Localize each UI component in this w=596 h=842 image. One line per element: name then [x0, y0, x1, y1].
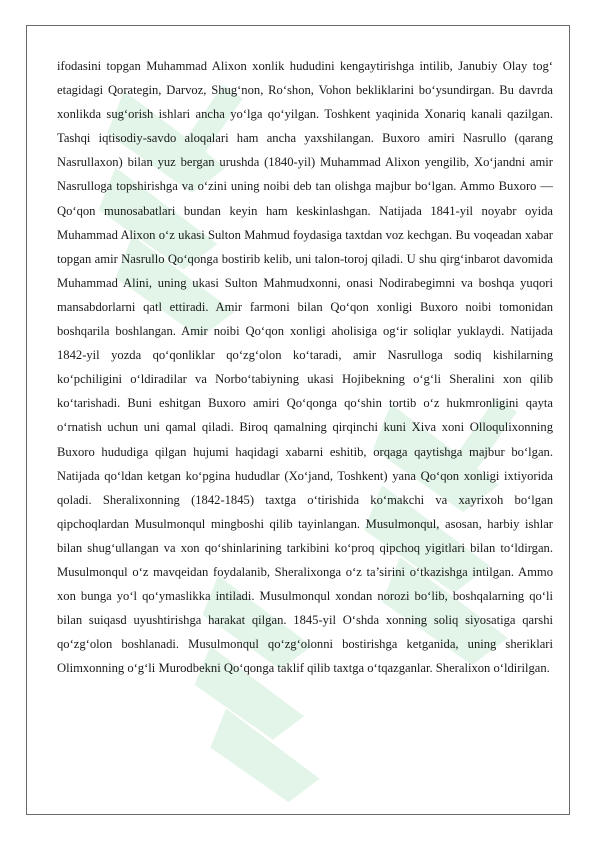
body-paragraph: ifodasini topgan Muhammad Alixon xonlik hududini kengaytirishga intilib, Janubiy Olay tog‘ etagidagi Qorategin, Darvoz, Shug‘non, Ro‘shon, Vohon bekliklarini bo‘ysundirgan. Bu davrda xonlikda sug‘orish ishlari ancha yo‘lga qo‘yilgan. Toshkent yaqinida Xonariq kanali qazilgan. Tashqi iqtisodiy-savdo aloqalari ham ancha yaxshilangan. Buxoro amiri Nasrullo (qarang Nasrullaxon) bilan yuz bergan urushda (1840-yil) Muhammad Alixon yengilib, Xo‘jandni amir Nasrulloga topshirishga va o‘zini uning noibi deb tan olishga majbur bo‘lgan. Ammo Buxoro — Qo‘qon munosabatlari bundan keyin ham keskinlashgan. Natijada 1841-yil noyabr oyida Muhammad Alixon o‘z ukasi Sulton Mahmud foydasiga taxtdan voz kechgan. Bu voqeadan xabar topgan amir Nasrullo Qo‘qonga bostirib kelib, uni talon-toroj qiladi. U shu qirg‘inbarot davomida Muhammad Alini, uning ukasi Sulton Mahmudxonni, onasi Nodirabegimni va boshqa yuqori mansabdorlarni qatl ettiradi. Amir farmoni bilan Qo‘qon xonligi Buxoro noibi tomonidan boshqarila boshlangan. Amir noibi Qo‘qon xonligi aholisiga og‘ir soliqlar yuklaydi. Natijada 1842-yil yozda qo‘qonliklar qo‘zg‘olon ko‘taradi, amir Nasrulloga sodiq kishilarning ko‘pchiligini o‘ldiradilar va Norbo‘tabiyning ukasi Hojibekning o‘g‘li Sheralini xon qilib ko‘tarishadi. Buni eshitgan Buxoro amiri Qo‘qonga qo‘shin tortib o‘z hukmronligini qayta o‘rnatish uchun uni qamal qiladi. Biroq qamalning qirqinchi kuni Xiva xoni Olloqulixonning Buxoro hududiga qilgan hujumi haqidagi xabarni eshitib, orqaga qaytishga majbur bo‘lgan. Natijada qo‘ldan ketgan ko‘pgina hududlar (Xo‘jand, Toshkent) yana Qo‘qon xonligi ixtiyorida qoladi. Sheralixonning (1842-1845) taxtga o‘tirishida ko‘makchi va xayrixoh bo‘lgan qipchoqlardan Musulmonqul mingboshi qilib tayinlangan. Musulmonqul, asosan, harbiy ishlar bilan shug‘ullangan va xon qo‘shinlarining tarkibini ko‘proq qipchoq yigitlari bilan to‘ldirgan. Musulmonqul o‘z mavqeidan foydalanib, Sheralixonga o‘z ta’sirini o‘tkazishga intilgan. Ammo xon bunga yo‘l qo‘ymaslikka intiladi. Musulmonqul xondan norozi bo‘lib, boshqalarning qo‘li bilan suiqasd uyushtirishga harakat qilgan. 1845-yil O‘shda xonning soliq siyosatiga qarshi qo‘zg‘olon boshlanadi. Musulmonqul qo‘zg‘olonni bostirishga ketganida, uning sheriklari Olimxonning o‘g‘li Murodbekni Qo‘qonga taklif qilib taxtga o‘tqazganlar. Sheralixon o‘ldirilgan. [57, 59, 553, 676]
